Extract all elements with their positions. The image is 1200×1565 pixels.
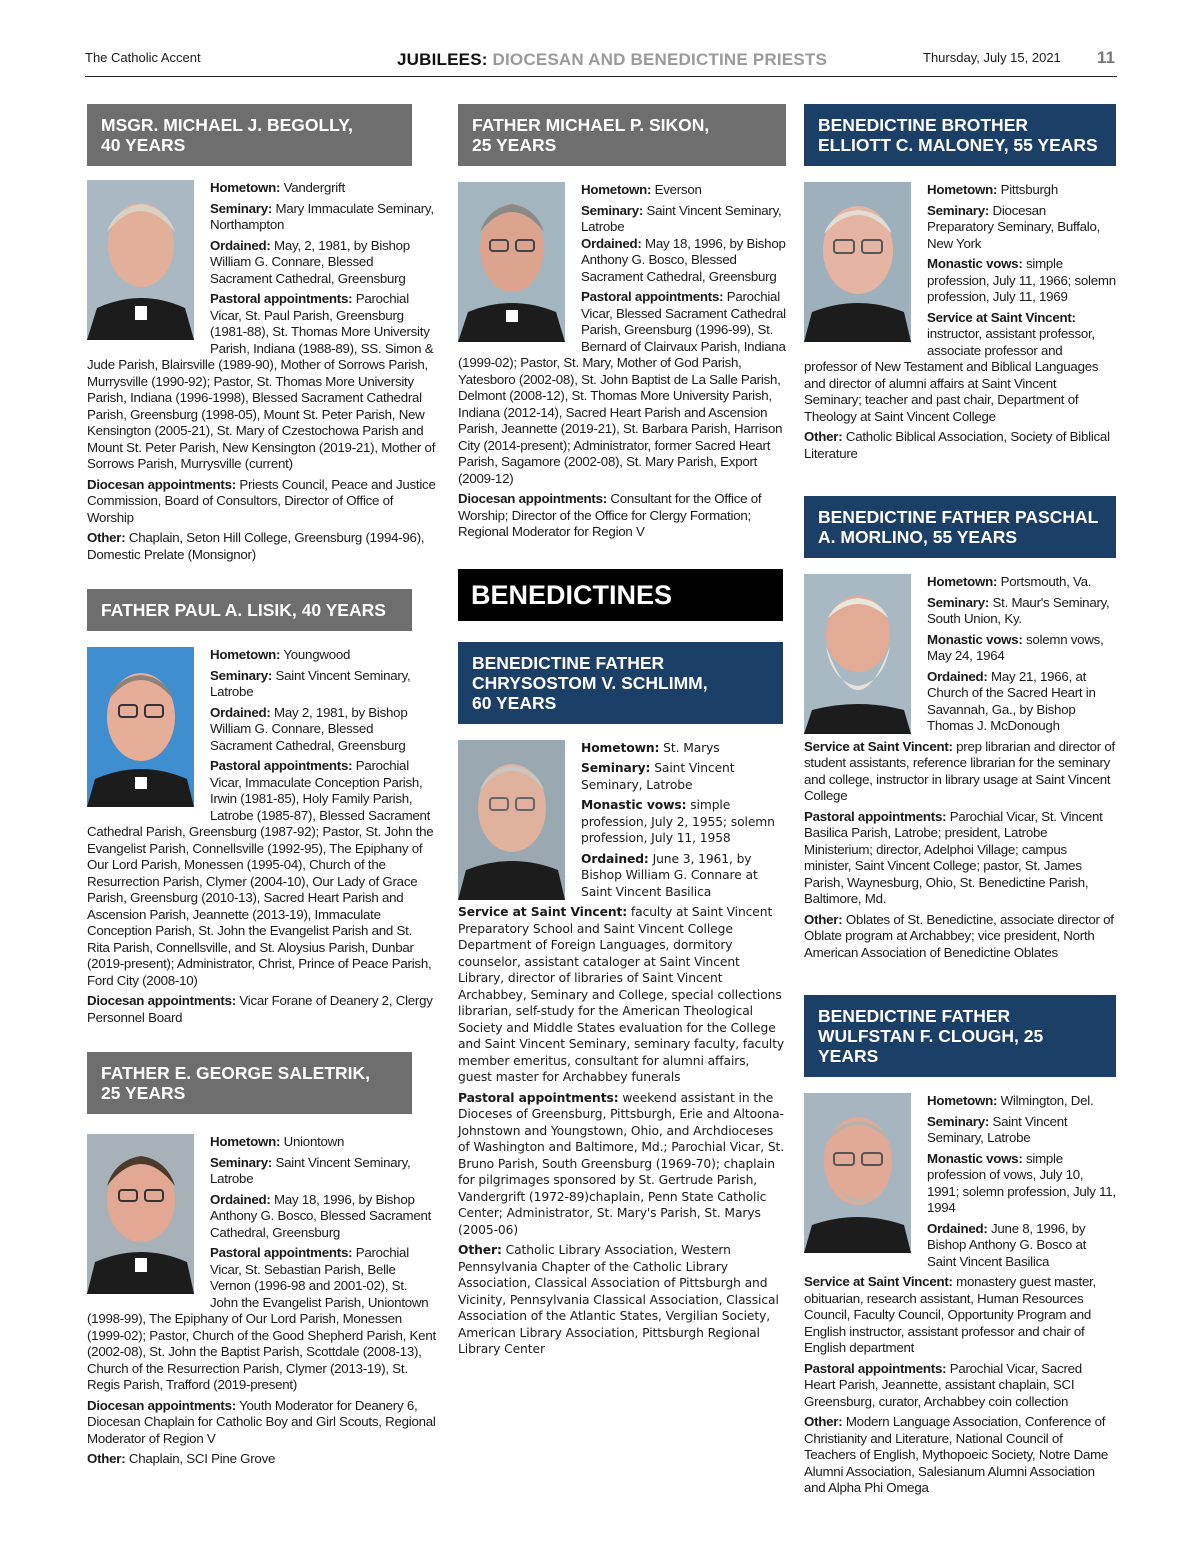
section-title	[397, 50, 827, 70]
maloney-monastic: simple profession, July 11, 1966; solemn profession, July 11, 1969	[927, 256, 1116, 304]
maloney-entry	[804, 182, 1116, 462]
schlimm-ordained: June 3, 1961, by Bishop William G. Connare at Saint Vincent Basilica	[581, 851, 758, 899]
schlimm-hometown: St. Marys	[663, 740, 720, 755]
lisik-name: FATHER PAUL A. LISIK, 40 YEARS	[101, 600, 386, 620]
label-pastoral: Pastoral appointments:	[804, 808, 947, 824]
morlino-banner	[804, 496, 1116, 558]
lisik-hometown: Youngwood	[283, 647, 351, 662]
schlimm-other: Catholic Library Association, Western Pennsylvania Chapter of the Catholic Library Association, Classical Association of Pittsburgh and Vicinity, Pennsylvania Classical Association, Classical Association of the Atlantic States, Vergilian Society, American Library Association, Pittsburgh Regional Library Center	[458, 1243, 779, 1356]
label-monastic: Monastic vows:	[927, 256, 1023, 271]
label-service: Service at Saint Vincent:	[804, 738, 953, 754]
clough-pastoral: Parochial Vicar, Sacred Heart Parish, Jeannette, assistant chaplain, SCI Greensburg, curator, Archabbey coin collection	[804, 1360, 1082, 1409]
schlimm-photo	[458, 740, 565, 900]
clough-photo	[804, 1093, 911, 1253]
label-seminary: Seminary:	[210, 1154, 273, 1170]
begolly-pastoral: Parochial Vicar, St. Paul Parish, Greensburg (1981-88), St. Thomas More University Parish, Indiana (1988-89), SS. Simon & Jude Parish, Blairsville (1989-90), Mother of Sorrows Parish, Murrysville (1990-92); Pastor, St. Thomas More University Parish, Indiana (1996-1998), Blessed Sacrament Cathedral Parish, Greensburg (1998-05), Mount St. Peter Parish, New Kensington (2005-21), St. Mary of Czestochowa Parish and Mount St. Peter Parish, New Kensington (2019-21), Mother of Sorrows Parish, Murrysville (current)	[87, 291, 436, 471]
schlimm-pastoral: weekend assistant in the Dioceses of Greensburg, Pittsburgh, Erie and Altoona-Johnstown and Youngstown, Ohio, and Archdioceses of Washington and Baltimore, Md.; Parochial Vicar, St. Bruno Parish, South Greensburg (1969-70); chaplain for pilgrimages sponsored by St. Gertrude Parish, Vandergrift (1972-89)chaplain, Penn State Catholic Center; Administrator, St. Mary's Parish, St. Marys (2005-06)	[458, 1090, 785, 1237]
sikon-ordained: May 18, 1996, by Bishop Anthony G. Bosco, Blessed Sacrament Cathedral, Greensburg	[581, 235, 786, 284]
publication-name: The Catholic Accent	[85, 50, 201, 65]
label-ordained: Ordained:	[581, 235, 642, 251]
saletrik-diocesan: Youth Moderator for Deanery 6, Diocesan Chaplain for Catholic Boy and Girl Scouts, Regional Moderator of Region V	[87, 1397, 436, 1446]
sikon-diocesan: Consultant for the Office of Worship; Director of the Office for Clergy Formation; Regional Moderator for Region V	[458, 491, 762, 539]
label-seminary: Seminary:	[210, 667, 273, 683]
label-service: Service at Saint Vincent:	[804, 1274, 953, 1289]
clough-other: Modern Language Association, Conference of Christianity and Literature, National Council of Teachers of English, Mythopoeic Society, Notre Dame Alumni Association, Salesianum Alumni Association and Alpha Phi Omega	[804, 1414, 1109, 1495]
maloney-other: Catholic Biblical Association, Society of Biblical Literature	[804, 429, 1110, 461]
saletrik-entry	[87, 1134, 437, 1468]
label-hometown: Hometown:	[927, 182, 998, 197]
label-diocesan: Diocesan appointments:	[458, 491, 607, 506]
label-hometown: Hometown:	[581, 182, 652, 197]
label-other: Other:	[87, 530, 126, 545]
label-ordained: Ordained:	[210, 237, 271, 253]
lisik-seminary: Saint Vincent Seminary, Latrobe	[210, 667, 411, 699]
label-other: Other:	[87, 1451, 126, 1466]
schlimm-name: BENEDICTINE FATHER	[472, 652, 665, 673]
clough-service: monastery guest master, obituarian, research assistant, Human Resources Council, Faculty Council, Opportunity Program and English instructor, assistant professor and chair of English department	[804, 1274, 1096, 1355]
label-pastoral: Pastoral appointments:	[210, 1245, 353, 1260]
begolly-entry	[87, 180, 437, 563]
label-pastoral: Pastoral appointments:	[581, 289, 724, 304]
morlino-pastoral: Parochial Vicar, St. Vincent Basilica Parish, Latrobe; president, Latrobe Ministerium; director, Adelphoi Village; campus minister, Saint Vincent College; pastor, St. James Parish, Waynesburg, Ohio, St. Benedictine Parish, Baltimore, Md.	[804, 808, 1103, 906]
clough-hometown: Wilmington, Del.	[1000, 1093, 1094, 1108]
section-keyword: JUBILEES:	[397, 50, 488, 69]
begolly-other: Chaplain, Seton Hill College, Greensburg (1994-96), Domestic Prelate (Monsignor)	[87, 530, 425, 562]
maloney-service: instructor, assistant professor, associate professor and professor of New Testament and Biblical Languages and director of alumni affairs at Saint Vincent Seminary; teacher and past chair, Department of Theology at Saint Vincent College	[804, 326, 1099, 424]
maloney-banner	[804, 104, 1116, 166]
label-diocesan: Diocesan appointments:	[87, 1397, 236, 1413]
saletrik-other: Chaplain, SCI Pine Grove	[128, 1451, 276, 1466]
morlino-photo	[804, 574, 911, 734]
page-header	[85, 48, 1117, 77]
morlino-name: BENEDICTINE FATHER PASCHAL	[818, 507, 1099, 527]
lisik-diocesan: Vicar Forane of Deanery 2, Clergy Personnel Board	[87, 993, 433, 1025]
schlimm-service: faculty at Saint Vincent Preparatory School and Saint Vincent College Department of Foreign Languages, dormitory counselor, assistant cataloger at Saint Vincent Library, director of libraries of Saint Vincent Archabbey, Seminary and College, special collections librarian, self-study for the American Theological Society and Middle States evaluation for the College and Saint Vincent Seminary, seminary faculty, faculty member emeritus, consultant for alumni affairs, guest master for Archabbey funerals	[458, 905, 785, 1084]
label-diocesan: Diocesan appointments:	[87, 993, 236, 1008]
maloney-seminary: Diocesan Preparatory Seminary, Buffalo, New York	[927, 202, 1101, 251]
schlimm-entry	[458, 740, 786, 1358]
schlimm-years: 60 YEARS	[472, 692, 557, 713]
label-monastic: Monastic vows:	[927, 631, 1023, 647]
label-seminary: Seminary:	[927, 202, 990, 218]
column-1	[87, 104, 437, 1472]
issue-date: Thursday, July 15, 2021	[923, 50, 1061, 65]
column-3	[804, 104, 1116, 1501]
clough-entry	[804, 1093, 1116, 1497]
morlino-entry	[804, 574, 1116, 961]
sikon-years: 25 YEARS	[472, 135, 557, 155]
label-seminary: Seminary:	[210, 200, 273, 216]
lisik-pastoral: Parochial Vicar, Immaculate Conception Parish, Irwin (1981-85), Holy Family Parish, Latrobe (1985-87), Blessed Sacrament Cathedral Parish, Greensburg (1987-92); Pastor, St. John the Evangelist Parish, Connellsville (1992-95), The Epiphany of Our Lord Parish, Monessen (1995-04), Church of the Resurrection Parish, Clymer (2004-10), Our Lady of Grace Parish, Greensburg (2010-13), Sacred Heart Parish and Ascension Parish, Jeannette (2013-19), Immaculate Conception Parish, St. John the Evangelist Parish and St. Rita Parish, Connellsville, and St. Aloysius Parish, Dunbar (2019-present); Administrator, Christ, Prince of Peace Parish, Ford City (2008-10)	[87, 758, 434, 988]
clough-ordained: June 8, 1996, by Bishop Anthony G. Bosco at Saint Vincent Basilica	[927, 1220, 1087, 1269]
clough-monastic: simple profession of vows, July 10, 1991; solemn profession, July 11, 1994	[927, 1150, 1116, 1215]
label-diocesan: Diocesan appointments:	[87, 476, 236, 492]
morlino-name2: A. MORLINO, 55 YEARS	[818, 527, 1018, 547]
saletrik-photo	[87, 1134, 194, 1294]
clough-seminary: Saint Vincent Seminary, Latrobe	[927, 1113, 1068, 1145]
begolly-ordained: May, 2, 1981, by Bishop William G. Connare, Blessed Sacrament Cathedral, Greensburg	[210, 237, 410, 286]
benedictines-heading: BENEDICTINES	[458, 569, 783, 621]
schlimm-seminary: Saint Vincent Seminary, Latrobe	[581, 761, 735, 792]
label-other: Other:	[804, 1414, 843, 1429]
saletrik-seminary: Saint Vincent Seminary, Latrobe	[210, 1154, 411, 1186]
label-ordained: Ordained:	[210, 704, 271, 720]
begolly-hometown: Vandergrift	[283, 180, 345, 195]
maloney-name2: ELLIOTT C. MALONEY, 55 YEARS	[818, 135, 1098, 155]
label-ordained: Ordained:	[927, 668, 988, 684]
lisik-photo	[87, 647, 194, 807]
section-subtitle: DIOCESAN AND BENEDICTINE PRIESTS	[492, 50, 828, 69]
label-other: Other:	[804, 429, 843, 444]
label-monastic: Monastic vows:	[581, 798, 687, 812]
begolly-years: 40 YEARS	[101, 135, 186, 155]
label-other: Other:	[804, 911, 843, 927]
label-pastoral: Pastoral appointments:	[210, 758, 353, 773]
clough-banner	[804, 995, 1116, 1077]
sikon-hometown: Everson	[654, 182, 702, 197]
morlino-seminary: St. Maur's Seminary, South Union, Ky.	[927, 594, 1110, 626]
morlino-monastic: solemn vows, May 24, 1964	[927, 631, 1104, 663]
label-seminary: Seminary:	[927, 1113, 990, 1129]
sikon-banner	[458, 104, 786, 166]
sikon-name: FATHER MICHAEL P. SIKON,	[472, 115, 710, 135]
begolly-banner	[87, 104, 412, 166]
label-hometown: Hometown:	[581, 740, 660, 755]
label-hometown: Hometown:	[210, 647, 281, 662]
label-service: Service at Saint Vincent:	[458, 905, 628, 919]
label-service: Service at Saint Vincent:	[927, 309, 1076, 325]
lisik-ordained: May 2, 1981, by Bishop William G. Connare, Blessed Sacrament Cathedral, Greensburg	[210, 704, 408, 753]
sikon-seminary: Saint Vincent Seminary, Latrobe	[581, 202, 782, 234]
schlimm-name2: CHRYSOSTOM V. SCHLIMM,	[472, 672, 708, 693]
label-ordained: Ordained:	[927, 1220, 988, 1236]
saletrik-hometown: Uniontown	[283, 1134, 345, 1149]
label-pastoral: Pastoral appointments:	[210, 291, 353, 306]
schlimm-banner	[458, 642, 783, 724]
begolly-name: MSGR. MICHAEL J. BEGOLLY,	[101, 115, 353, 135]
saletrik-pastoral: Parochial Vicar, St. Sebastian Parish, Belle Vernon (1996-98 and 2001-02), St. John the Evangelist Parish, Uniontown (1998-99), The Epiphany of Our Lord Parish, Monessen (1999-02); Pastor, Church of the Good Shepherd Parish, Kent (2002-08), St. John the Baptist Parish, Scottdale (2008-13), Church of the Resurrection Parish, Clymer (2013-19), St. Regis Parish, Trafford (2019-present)	[87, 1245, 436, 1392]
maloney-hometown: Pittsburgh	[1000, 182, 1058, 197]
label-pastoral: Pastoral appointments:	[804, 1360, 947, 1376]
saletrik-banner	[87, 1052, 412, 1114]
label-pastoral: Pastoral appointments:	[458, 1090, 619, 1105]
label-seminary: Seminary:	[927, 594, 990, 610]
morlino-other: Oblates of St. Benedictine, associate director of Oblate program at Archabbey; vice president, North American Association of Benedictine Oblates	[804, 911, 1114, 960]
morlino-service: prep librarian and director of student assistants, reference librarian for the seminary and college, instructor in library usage at Saint Vincent College	[804, 738, 1115, 803]
sikon-entry	[458, 182, 786, 541]
clough-name2: WULFSTAN F. CLOUGH, 25 YEARS	[818, 1026, 1044, 1066]
sikon-pastoral: Parochial Vicar, Blessed Sacrament Cathedral Parish, Greensburg (1996-99), St. Bernard of Clairvaux Parish, Indiana (1999-02); Pastor, St. Mary, Mother of God Parish, Yatesboro (2002-08), St. John Baptist de La Salle Parish, Delmont (2008-12), St. Thomas More University Parish, Indiana (2012-14), Sacred Heart Parish and Ascension Parish, Jeannette (2019-21), St. Barbara Parish, Harrison City (2014-present); Administrator, former Sacred Heart Parish, Sagamore (2002-08), St. Mary Parish, Export (2009-12)	[458, 289, 786, 486]
label-hometown: Hometown:	[927, 1093, 998, 1108]
label-ordained: Ordained:	[210, 1191, 271, 1207]
saletrik-ordained: May 18, 1996, by Bishop Anthony G. Bosco, Blessed Sacrament Cathedral, Greensburg	[210, 1191, 432, 1240]
label-hometown: Hometown:	[927, 574, 998, 589]
saletrik-years: 25 YEARS	[101, 1083, 186, 1103]
schlimm-monastic: simple profession, July 2, 1955; solemn profession, July 11, 1958	[581, 798, 775, 845]
begolly-photo	[87, 180, 194, 340]
lisik-entry	[87, 647, 437, 1026]
lisik-banner	[87, 589, 412, 631]
label-hometown: Hometown:	[210, 180, 281, 195]
label-seminary: Seminary:	[581, 202, 644, 218]
maloney-photo	[804, 182, 911, 342]
morlino-ordained: May 21, 1966, at Church of the Sacred Heart in Savannah, Ga., by Bishop Thomas J. McDonough	[927, 668, 1096, 733]
clough-name: BENEDICTINE FATHER	[818, 1006, 1011, 1026]
column-2	[458, 104, 786, 1362]
morlino-hometown: Portsmouth, Va.	[1000, 574, 1092, 589]
maloney-name: BENEDICTINE BROTHER	[818, 115, 1029, 135]
label-ordained: Ordained:	[581, 851, 649, 866]
label-monastic: Monastic vows:	[927, 1150, 1023, 1166]
begolly-seminary: Mary Immaculate Seminary, Northampton	[210, 200, 434, 232]
label-seminary: Seminary:	[581, 761, 651, 775]
label-hometown: Hometown:	[210, 1134, 281, 1149]
page-number: 11	[1097, 48, 1115, 67]
begolly-diocesan: Priests Council, Peace and Justice Commission, Board of Consultors, Director of Office of Worship	[87, 476, 436, 525]
label-other: Other:	[458, 1243, 502, 1257]
saletrik-name: FATHER E. GEORGE SALETRIK,	[101, 1063, 371, 1083]
sikon-photo	[458, 182, 565, 342]
